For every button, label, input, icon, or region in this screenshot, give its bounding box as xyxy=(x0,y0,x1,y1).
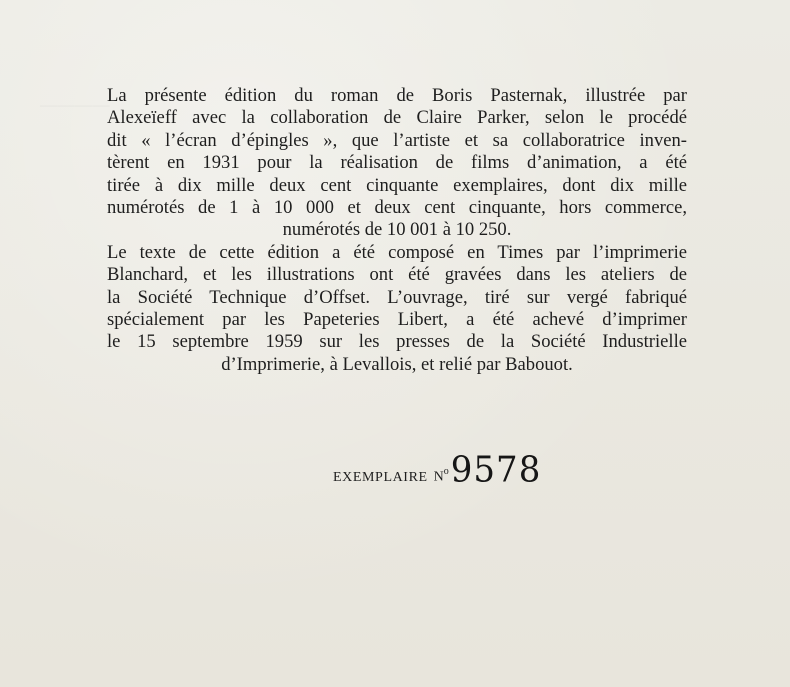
colophon-line: numérotés de 1 à 10 000 et deux cent cinquante, hors commerce, xyxy=(107,197,687,219)
colophon-line: d’Imprimerie, à Levallois, et relié par Babouot. xyxy=(221,353,573,375)
copy-number-block xyxy=(333,449,542,491)
number-abbreviation-superscript: o xyxy=(443,466,449,478)
copy-number: 9578 xyxy=(450,449,542,491)
colophon-line: Alexeïeff avec la collaboration de Claire Parker, selon le procédé xyxy=(107,107,687,129)
colophon-line: la Société Technique d’Offset. L’ouvrage, tiré sur vergé fabriqué xyxy=(107,286,687,308)
number-abbreviation-letter: N xyxy=(433,470,444,485)
colophon-line: spécialement par les Papeteries Libert, a été achevé d’imprimer xyxy=(107,309,687,331)
colophon-line: tèrent en 1931 pour la réalisation de films d’animation, a été xyxy=(107,152,687,174)
colophon-line: le 15 septembre 1959 sur les presses de la Société Industrielle xyxy=(107,331,687,353)
colophon-text xyxy=(107,85,687,376)
colophon-line: Blanchard, et les illustrations ont été gravées dans les ateliers de xyxy=(107,264,687,286)
show-through-text: ———— xyxy=(40,95,110,114)
number-abbreviation xyxy=(434,467,449,486)
colophon-line: numérotés de 10 001 à 10 250. xyxy=(282,219,512,241)
colophon-line: Le texte de cette édition a été composé en Times par l’imprimerie xyxy=(107,241,687,263)
colophon-line: dit « l’écran d’épingles », que l’artiste et sa collaboratrice inven- xyxy=(107,129,687,151)
colophon-line: tirée à dix mille deux cent cinquante exemplaires, dont dix mille xyxy=(107,174,687,196)
exemplaire-label: EXEMPLAIRE xyxy=(333,470,428,485)
colophon-line: La présente édition du roman de Boris Pasternak, illustrée par xyxy=(107,85,687,106)
